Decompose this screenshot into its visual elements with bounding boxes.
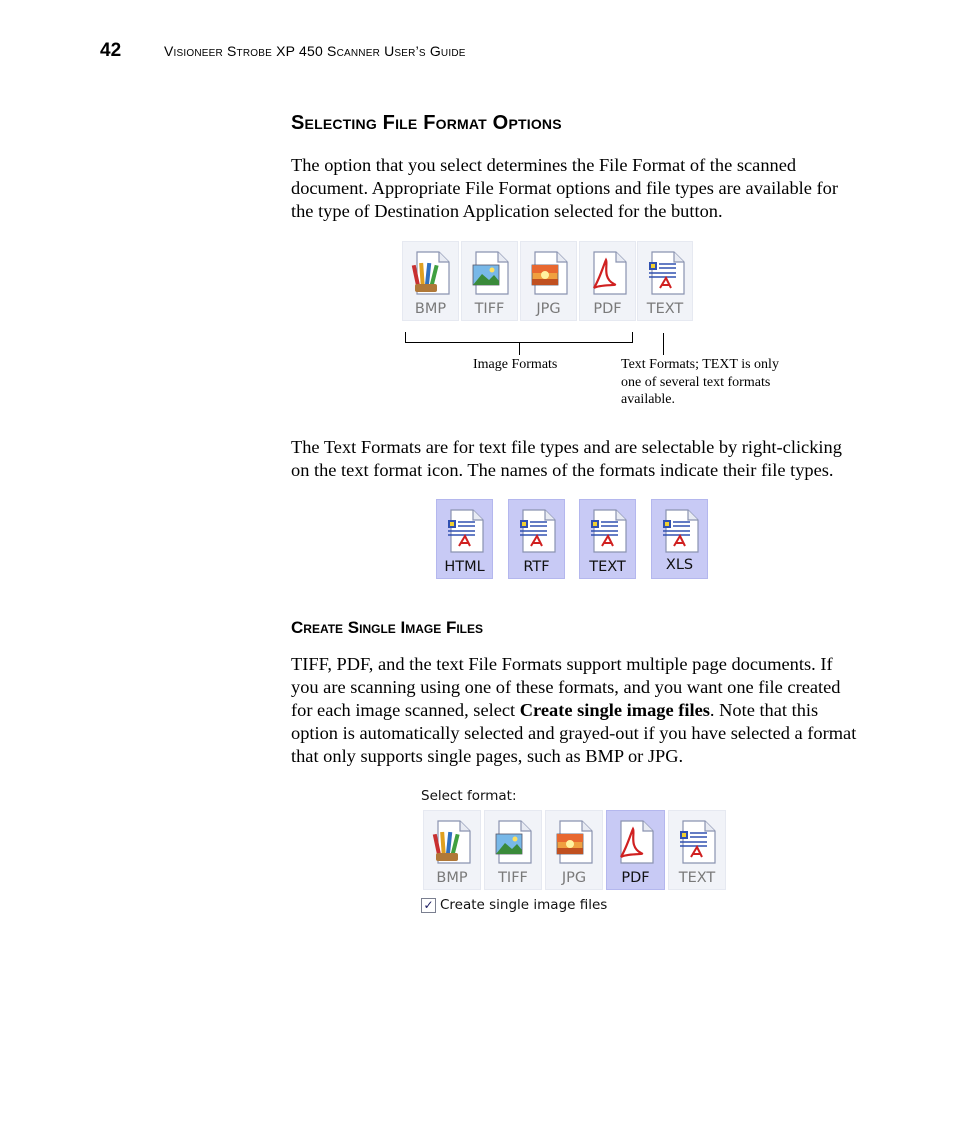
caption-text-formats: Text Formats; TEXT is only one of several text formats available. [621,357,779,407]
format-tile-tiff[interactable] [484,810,542,890]
running-title: Visioneer Strobe XP 450 Scanner User’s Guide [164,43,466,59]
format-tile-xls[interactable] [651,499,708,579]
format-tile-jpg[interactable] [520,241,577,321]
paragraph-text: TIFF, PDF, and the text File Formats support multiple page documents. If you are scanning using one of these formats, and you want one file created for each image scanned, select [291,654,841,720]
create-single-image-files-option[interactable] [421,897,607,913]
pdf-file-icon [615,819,657,865]
format-tile-text[interactable] [668,810,726,890]
text-file-icon [517,508,559,554]
format-tile-rtf[interactable] [508,499,565,579]
image-formats-leader [519,342,520,355]
section-paragraph-1: The option that you select determines the File Format of the scanned document. Appropriate File Format options and file types are available for the type of Destination Application selected for the button. [291,155,838,221]
format-label: TEXT [646,301,684,317]
text-formats-leader [663,333,664,355]
format-tile-text[interactable] [637,241,693,321]
format-tile-tiff[interactable] [461,241,518,321]
tiff-file-icon [493,819,535,865]
pdf-file-icon [588,250,630,296]
format-tile-pdf-selected[interactable] [606,810,665,890]
jpg-file-icon [554,819,596,865]
select-format-label: Select format: [421,788,517,804]
text-file-icon [445,508,487,554]
format-label: BMP [436,870,468,886]
format-label: PDF [621,870,650,886]
bmp-file-icon [432,819,474,865]
text-file-icon [660,508,702,554]
format-label: HTML [444,559,485,575]
format-tile-bmp[interactable] [402,241,459,321]
text-file-icon [588,508,630,554]
format-label: TIFF [474,301,505,317]
format-label: TIFF [498,870,528,886]
format-tile-html[interactable] [436,499,493,579]
section-title: Selecting File Format Options [291,112,562,134]
jpg-file-icon [529,250,571,296]
text-file-icon [677,819,719,865]
bmp-file-icon [411,250,453,296]
page-number: 42 [100,40,122,61]
subsection-paragraph [291,653,861,768]
format-label: TEXT [589,559,626,575]
format-label: RTF [523,559,550,575]
format-tile-pdf[interactable] [579,241,636,321]
section-paragraph-2: The Text Formats are for text file types and are selectable by right-clicking on the text format icon. The names of the formats indicate their file types. [291,437,842,480]
checkbox-checked-icon[interactable]: ✓ [421,898,436,913]
format-tile-text[interactable] [579,499,636,579]
paragraph-text: . Note that this option is automatically selected and grayed-out if you have selected a format that only supports single pages, such as BMP or JPG. [291,700,857,766]
text-file-icon [646,250,688,296]
format-label: JPG [536,301,561,317]
format-label: JPG [561,870,587,886]
caption-image-formats: Image Formats [473,357,558,372]
checkbox-label: Create single image files [440,897,608,913]
format-label: PDF [593,301,622,317]
subsection-title: Create Single Image Files [291,618,484,637]
tiff-file-icon [470,250,512,296]
format-tile-jpg[interactable] [545,810,603,890]
format-tile-bmp[interactable] [423,810,481,890]
format-label: TEXT [678,870,716,886]
paragraph-bold-term: Create single image files [519,700,710,720]
format-label: BMP [414,301,447,317]
format-label: XLS [665,557,694,573]
